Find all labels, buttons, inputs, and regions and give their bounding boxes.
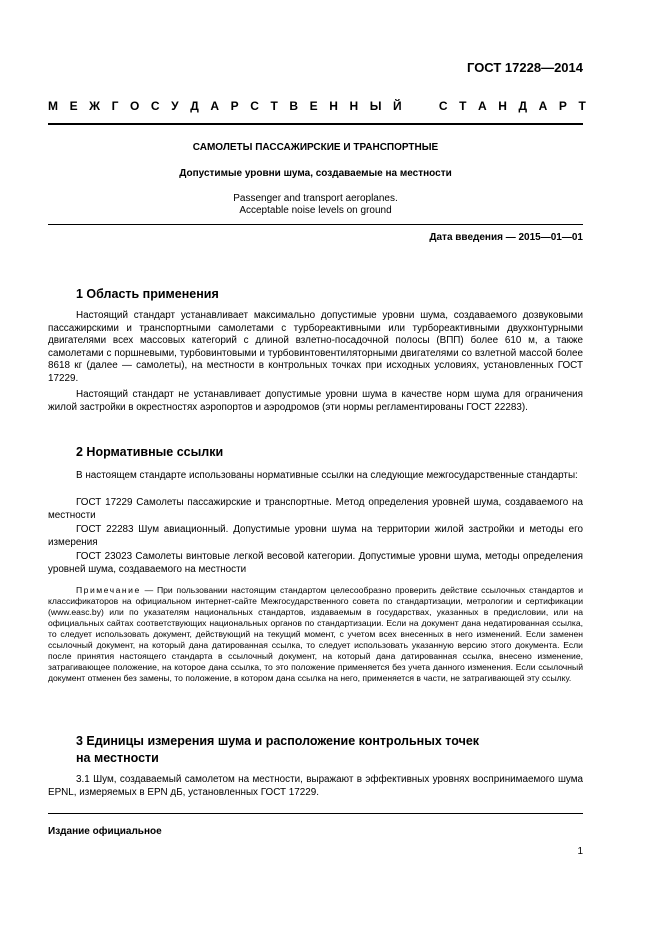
title-rule (48, 224, 583, 225)
section-3-paragraph-1: 3.1 Шум, создаваемый самолетом на местности, выражают в эффективных уровнях воспринимаемого шума EPNL, измеряемых в EPN дБ, установленных ГОСТ 17229. (48, 774, 583, 798)
banner-letter: Р (558, 99, 567, 113)
banner-letter: У (171, 99, 179, 113)
banner-letter: Т (578, 99, 586, 113)
section-1-paragraph-2-text: Настоящий стандарт не устанавливает допустимые уровни шума в качестве норм шума для ограничения жилой застройки в окрестностях аэропортов и аэродромов (эти нормы регламентированы ГОСТ 22283). (48, 389, 583, 413)
section-2-paragraph-1: В настоящем стандарте использованы нормативные ссылки на следующие межгосударственные стандарты: (76, 470, 578, 481)
banner-word-gap (413, 99, 427, 113)
banner-letter: Е (309, 99, 318, 113)
section-2-reference-1: ГОСТ 17229 Самолеты пассажирские и транспортные. Метод определения уровней шума, создаваемого на местности (48, 497, 583, 521)
section-2-heading: 2 Нормативные ссылки (76, 445, 224, 459)
document-title: САМОЛЕТЫ ПАССАЖИРСКИЕ И ТРАНСПОРТНЫЕ (192, 142, 439, 153)
introduction-date: Дата введения — 2015—01—01 (429, 232, 583, 243)
banner-letter: Г (111, 99, 119, 113)
banner-letter: С (438, 99, 448, 113)
banner-letter: Н (349, 99, 359, 113)
english-title-line-2: Acceptable noise levels on ground (239, 205, 392, 216)
interstate-standard-banner (48, 99, 586, 113)
section-1-paragraph-1-text: Настоящий стандарт устанавливает максимально допустимые уровни шума, создаваемого дозвуковыми пассажирскими и транспортными самолетами с турбореактивными или турбореактивными двухконтурными двигателями всех массовых категорий с длиной взлетно-посадочной полосы (ВПП) более 610 м, а также самолетами с поршневыми, турбовинтовыми и турбовинтовентиляторными двигателями со взлетной массой более 8618 кг (далее — самолеты), на местности в контрольных точках при исходных условиях, установленных ГОСТ 17229. (48, 310, 583, 384)
header-rule (48, 123, 583, 125)
section-3-heading (76, 733, 479, 767)
banner-letter: Д (190, 99, 199, 113)
banner-letter: Т (270, 99, 278, 113)
banner-letter: О (130, 99, 140, 113)
section-2-note (48, 585, 583, 684)
banner-letter: Ы (369, 99, 382, 113)
section-1-paragraph-2 (48, 389, 583, 414)
banner-letter: Н (498, 99, 507, 113)
banner-letter: Н (329, 99, 338, 113)
banner-letter: Д (518, 99, 528, 113)
banner-letter: С (250, 99, 259, 113)
banner-letter: Е (69, 99, 78, 113)
banner-letter: В (289, 99, 299, 113)
banner-letter: М (48, 99, 58, 113)
section-1-paragraph-1 (48, 310, 583, 386)
banner-letter: А (210, 99, 220, 113)
section-2-reference-3: ГОСТ 23023 Самолеты винтовые легкой весовой категории. Допустимые уровни шума, методы определения уровней шума, создаваемого на местности (48, 551, 583, 575)
banner-letter: С (150, 99, 160, 113)
banner-letter: Й (393, 99, 402, 113)
section-2-reference-2: ГОСТ 22283 Шум авиационный. Допустимые уровни шума на территории жилой застройки и методы его измерения (48, 524, 583, 548)
official-edition-label: Издание официальное (48, 826, 162, 837)
note-text: — При пользовании настоящим стандартом целесообразно проверить действие ссылочных стандартов и классификаторов на официальном интернет-сайте Межгосударственного совета по стандартизации, метрологии и сертификации (www.easc.by) или по указателям национальных стандартов, издаваемым в государствах, указанных в предисловии, или на официальных сайтах соответствующих национальных органов по стандартизации. Если на документ дана недатированная ссылка, то следует использовать документ, действующий на текущий момент, с учетом всех внесенных в него изменений. Если заменен ссылочный документ, на который дана датированная ссылка, то следует использовать указанную версию этого документа. Если после принятия настоящего стандарта в ссылочный документ, на который дана датированная ссылка, внесено изменение, затрагивающее положение, на которое дана ссылка, то это положение применяется без учета данного изменения. Если ссылочный документ отменен без замены, то положение, в котором дана ссылка на него, применяется в части, не затрагивающей эту ссылку. (48, 585, 583, 683)
english-title-line-1: Passenger and transport aeroplanes. (233, 193, 398, 204)
banner-letter: А (478, 99, 487, 113)
banner-letter: Т (459, 99, 467, 113)
section-3-heading-line-1: 3 Единицы измерения шума и расположение контрольных точек (76, 734, 480, 748)
banner-letter: Р (230, 99, 239, 113)
standard-code: ГОСТ 17228—2014 (467, 60, 583, 75)
section-1-heading: 1 Область применения (76, 287, 219, 301)
footer-rule (48, 813, 583, 814)
section-3-heading-line-2: на местности (76, 751, 159, 765)
note-label: Примечание (76, 585, 141, 595)
document-subtitle: Допустимые уровни шума, создаваемые на местности (179, 168, 452, 179)
page-number: 1 (577, 846, 583, 857)
banner-letter: А (538, 99, 548, 113)
banner-letter: Ж (89, 99, 101, 113)
english-title (48, 193, 583, 217)
